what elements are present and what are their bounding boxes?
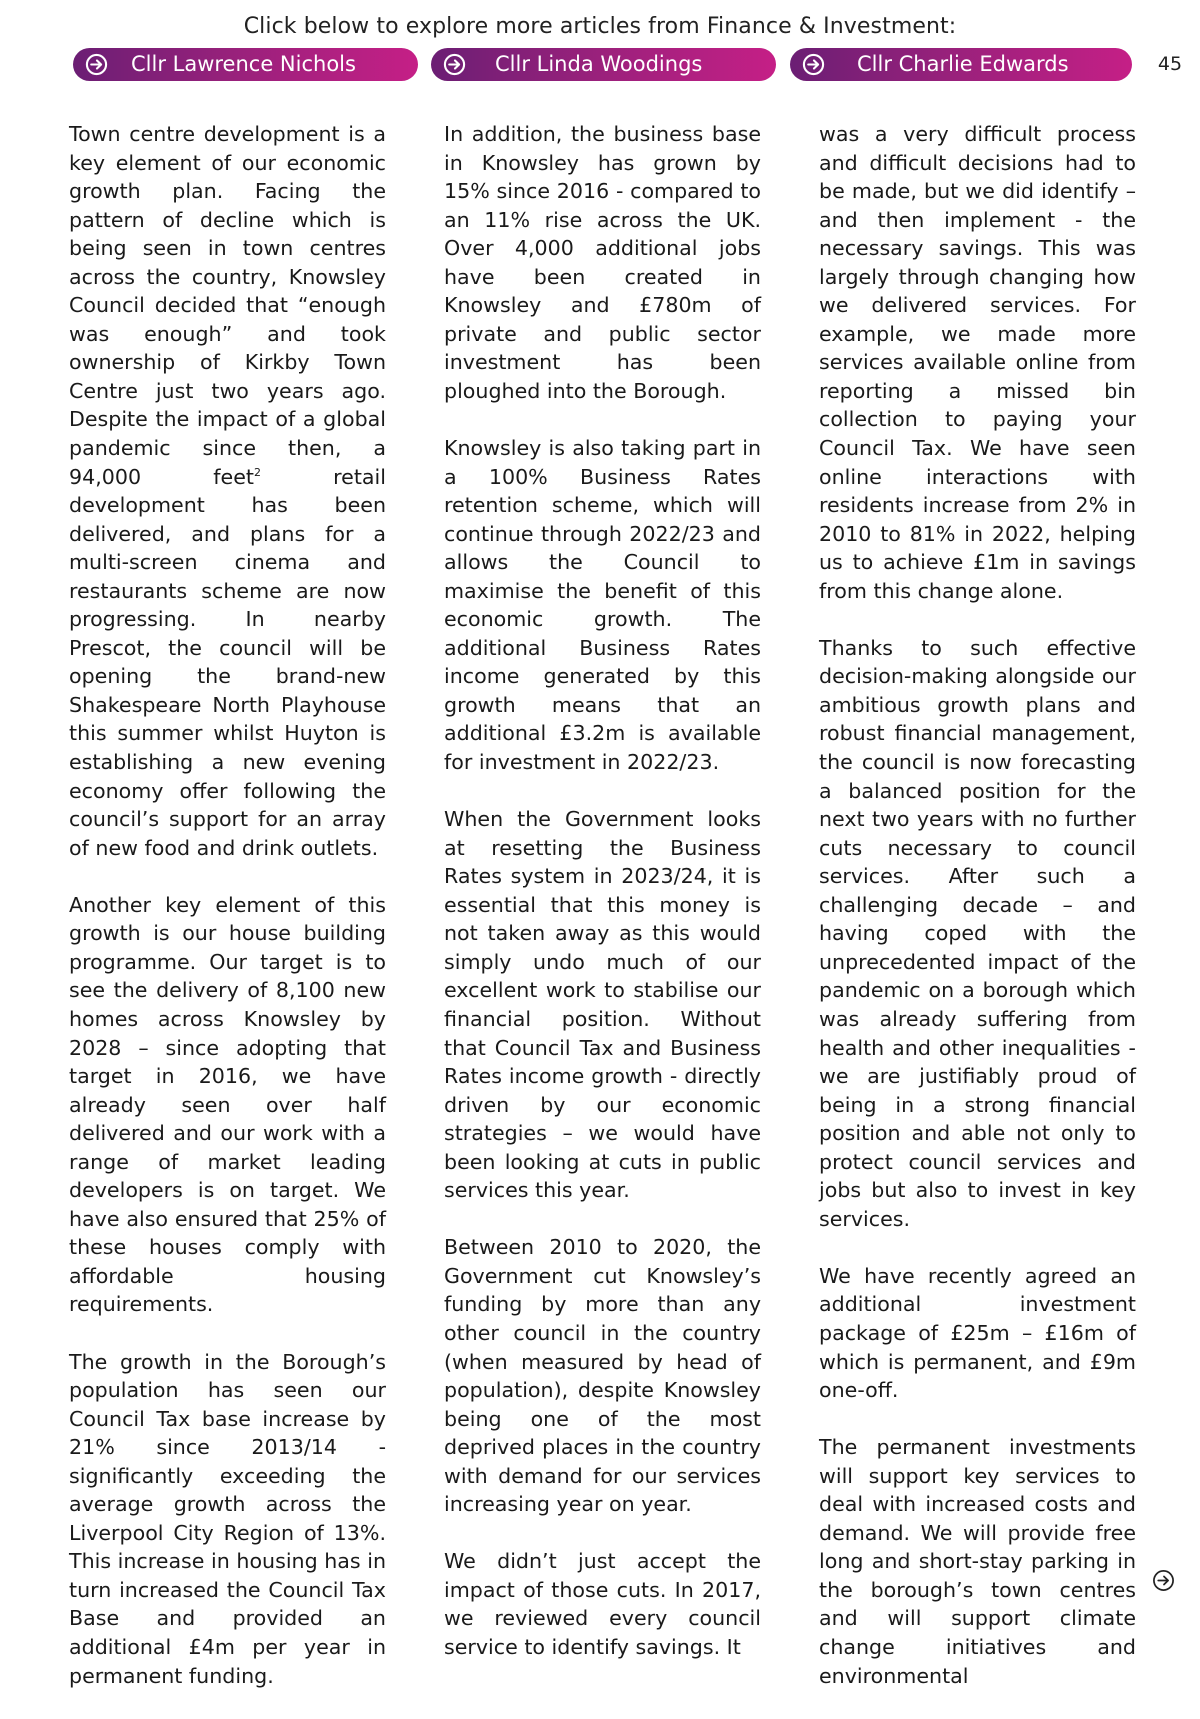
paragraph: Another key element of this growth is our house building programme. Our target is to see the delivery of 8,100 new homes across Knowsley by 2028 – since adopting that target in 2016, we have already seen over half delivered and our work with a range of market leading developers is on target. We have also ensured that 25% of these houses comply with affordable housing requirements.	[69, 892, 386, 1317]
page-number: 45	[1157, 53, 1183, 75]
arrow-circle-right-icon	[85, 53, 108, 76]
nav-button-linda-woodings[interactable]	[431, 48, 776, 81]
article-column-2	[444, 120, 761, 1690]
paragraph: We didn’t just accept the impact of those cuts. In 2017, we reviewed every council service to identify savings. It	[444, 1549, 761, 1659]
nav-button-label: Cllr Linda Woodings	[495, 52, 703, 76]
paragraph: Town centre development is a key element of our economic growth plan. Facing the pattern of decline which is being seen in town centres across the country, Knowsley Council decided that “enough was enough” and took ownership of Kirkby Town Centre just two years ago. Despite the impact of a global pandemic since then, a 94,000 feet$^2$ retail development has been delivered, and plans for a multi-screen cinema and restaurants scheme are now progressing. In nearby Prescot, the council will be opening the brand-new Shakespeare North Playhouse this summer whilst Huyton is establishing a new evening economy offer following the council’s support for an array of new food and drink outlets.	[69, 122, 386, 860]
nav-button-label: Cllr Lawrence Nichols	[131, 52, 356, 76]
article-column-1	[69, 120, 386, 1719]
nav-button-label: Cllr Charlie Edwards	[857, 52, 1069, 76]
nav-button-charlie-edwards[interactable]	[790, 48, 1132, 81]
nav-button-lawrence-nichols[interactable]	[73, 48, 418, 81]
paragraph: We have recently agreed an additional investment package of £25m – £16m of which is permanent, and £9m one-off.	[819, 1263, 1136, 1403]
article-column-3	[819, 120, 1136, 1719]
paragraph: Thanks to such effective decision-making alongside our ambitious growth plans and robust financial management, the council is now forecasting a balanced position for the next two years with no further cuts necessary to council services. After such a challenging decade – and having coped with the unprecedented impact of the pandemic on a borough which was already suffering from health and other inequalities - we are justifiably proud of being in a strong financial position and able not only to protect council services and jobs but also to invest in key services.	[819, 635, 1136, 1231]
paragraph: In addition, the business base in Knowsley has grown by 15% since 2016 - compared to an 11% rise across the UK. Over 4,000 additional jobs have been created in Knowsley and £780m of private and public sector investment has been ploughed into the Borough.	[444, 122, 761, 403]
paragraph: was a very difficult process and difficult decisions had to be made, but we did identify – and then implement - the necessary savings. This was largely through changing how we delivered services. For example, we made more services available online from reporting a missed bin collection to paying your Council Tax. We have seen online interactions with residents increase from 2% in 2010 to 81% in 2022, helping us to achieve £1m in savings from this change alone.	[819, 122, 1136, 603]
paragraph: Knowsley is also taking part in a 100% Business Rates retention scheme, which will continue through 2022/23 and allows the Council to maximise the benefit of this economic growth. The additional Business Rates income generated by this growth means that an additional £3.2m is available for investment in 2022/23.	[444, 436, 761, 775]
paragraph: The growth in the Borough’s population has seen our Council Tax base increase by 21% since 2013/14 - significantly exceeding the average growth across the Liverpool City Region of 13%. This increase in housing has in turn increased the Council Tax Base and provided an additional £4m per year in permanent funding.	[69, 1349, 386, 1688]
arrow-circle-right-icon	[443, 53, 466, 76]
continue-arrow-icon[interactable]	[1152, 1569, 1175, 1592]
paragraph: The permanent investments will support key services to deal with increased costs and demand. We will provide free long and short-stay parking in the borough’s town centres and will support climate change initiatives and environmental	[819, 1435, 1136, 1688]
arrow-circle-right-icon	[802, 53, 825, 76]
paragraph: Between 2010 to 2020, the Government cut Knowsley’s funding by more than any other council in the country (when measured by head of population), despite Knowsley being one of the most deprived places in the country with demand for our services increasing year on year.	[444, 1235, 761, 1517]
paragraph: When the Government looks at resetting the Business Rates system in 2023/24, it is essential that this money is not taken away as this would simply undo much of our excellent work to stabilise our financial position. Without that Council Tax and Business Rates income growth - directly driven by our economic strategies – we would have been looking at cuts in public services this year.	[444, 807, 761, 1203]
explore-intro-text: Click below to explore more articles from Finance & Investment:	[243, 14, 957, 39]
